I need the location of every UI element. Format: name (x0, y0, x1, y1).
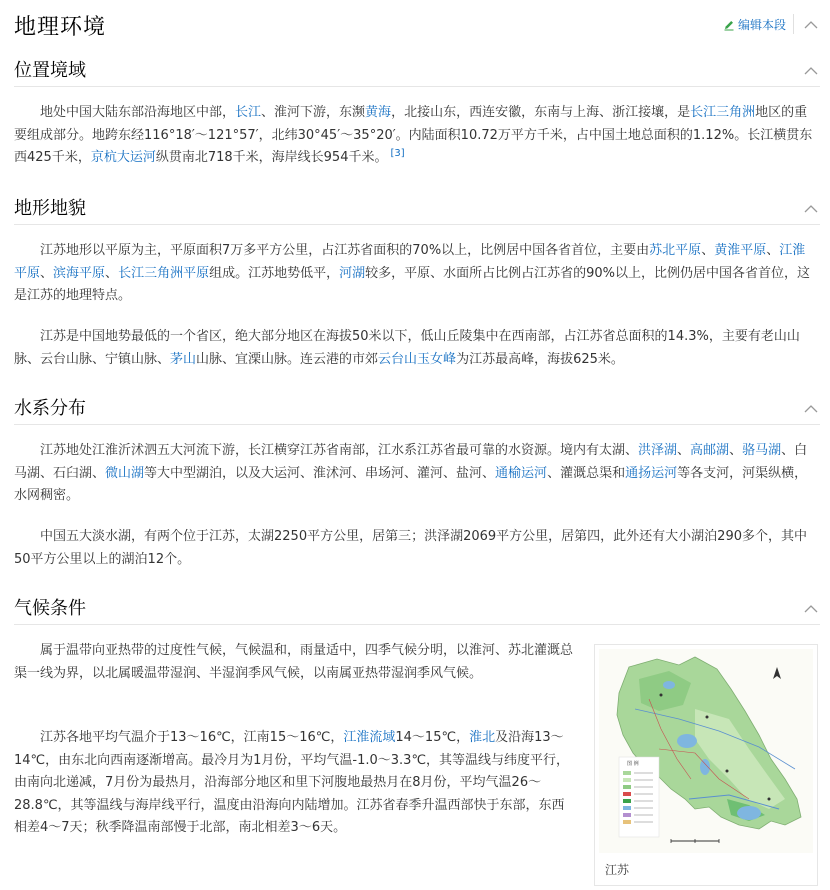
section-header-location (14, 56, 820, 87)
section-title-location: 位置境域 (14, 60, 86, 81)
map-legend-title: 图 例 (627, 761, 639, 767)
edit-section-link[interactable] (723, 16, 786, 33)
collapse-chevron-up-icon[interactable] (804, 404, 818, 414)
collapse-chevron-up-icon[interactable] (804, 66, 818, 76)
divider (793, 14, 794, 34)
pencil-icon (723, 19, 735, 31)
edit-section-label[interactable]: 编辑本段 (737, 18, 786, 32)
section-title-water: 水系分布 (14, 398, 86, 419)
collapse-chevron-up-icon[interactable] (804, 604, 818, 614)
link-jianghuai-basin[interactable]: 江淮流域 (343, 730, 396, 745)
link-huanghai[interactable]: 黄海 (365, 105, 392, 120)
link-luoma-lake[interactable]: 骆马湖 (742, 443, 782, 458)
terrain-paragraph-1: 江苏地形以平原为主，平原面积7万多平方公里，占江苏省面积的70%以上，比例居中国各省首位，主要由苏北平原、黄淮平原、江淮平原、滨海平原、长江三角洲平原组成。江苏地势低平，河湖较多，平原、水面所占比例占江苏省的90%以上，比例仍居中国各省首位，这是江苏的地理特点。 (14, 243, 811, 303)
link-tongyu-canal[interactable]: 通榆运河 (495, 465, 548, 481)
link-weishan-lake[interactable]: 微山湖 (105, 465, 145, 481)
water-paragraph-1: 江苏地处江淮沂沭泗五大河流下游，长江横穿江苏省南部，江水系江苏省最可靠的水资源。境内有太湖、洪泽湖、高邮湖、骆马湖、白马湖、石臼湖、微山湖等大中型湖泊，以及大运河、淮沭河、串场河、灌河、盐河、通榆运河、灌溉总渠和通扬运河等各支河，河渠纵横，水网稠密。 (14, 443, 808, 503)
climate-paragraph-2: 江苏各地平均气温介于13～16℃，江南15～16℃，江淮流域14～15℃，淮北及沿海13～14℃，由东北向西南逐渐增高。最冷月为1月份，平均气温-1.0～3.3℃，其等温线与纬度平行，由南向北递减，7月份为最热月，沿海部分地区和里下河腹地最热月在8月份，平均气温26～28.8℃，其等温线与海岸线平行，温度由沿海向内陆增加。江苏省春季升温西部快于东部，东西相差4～7天；秋季降温南部慢于北部，南北相差3～6天。 (14, 730, 570, 835)
figure-caption: 江苏 (605, 863, 630, 877)
link-tongyang-canal[interactable]: 通扬运河 (625, 465, 678, 481)
section-header-water (14, 394, 820, 425)
map-figure[interactable] (594, 644, 818, 886)
location-paragraph: 地处中国大陆东部沿海地区中部，长江、淮河下游，东濒黄海，北接山东，西连安徽，东南与上海、浙江接壤，是长江三角洲地区的重要组成部分。地跨东经116°18′～121°57′，北纬30°45′～35°20′。内陆面积10.72万平方千米，占中国土地总面积的1.12%。长江横贯东西425千米，京杭大运河纵贯南北718千米，海岸线长954千米。 [3] (14, 105, 813, 165)
climate-paragraph-1: 属于温带向亚热带的过度性气候，气候温和，雨量适中，四季气候分明，以淮河、苏北灌溉总渠一线为界，以北属暖温带湿润、半湿润季风气候，以南属亚热带湿润季风气候。 (14, 643, 574, 681)
link-maoshan[interactable]: 茅山 (170, 351, 197, 367)
link-changjiang[interactable]: 长江 (235, 105, 262, 120)
link-delta-plain[interactable]: 长江三角洲平原 (118, 265, 210, 281)
terrain-paragraph-2: 江苏是中国地势最低的一个省区，绝大部分地区在海拔50米以下，低山丘陵集中在西南部，占江苏省总面积的14.3%，主要有老山山脉、云台山脉、宁镇山脉、茅山山脉、宜溧山脉。连云港的市郊云台山玉女峰为江苏最高峰，海拔625米。 (14, 329, 800, 367)
link-hongze-lake[interactable]: 洪泽湖 (638, 443, 678, 458)
collapse-chevron-up-icon[interactable] (804, 204, 818, 214)
link-binhai-plain[interactable]: 滨海平原 (53, 265, 106, 281)
link-subei-plain[interactable]: 苏北平原 (649, 243, 702, 258)
section-header-climate (14, 594, 820, 625)
link-changjiang-delta[interactable]: 长江三角洲 (690, 105, 756, 120)
water-paragraph-2: 中国五大淡水湖，有两个位于江苏，太湖2250平方公里，居第三；洪泽湖2069平方公里，居第四，此外还有大小湖泊290多个，其中50平方公里以上的湖泊12个。 (14, 529, 807, 567)
collapse-chevron-up-icon[interactable] (804, 20, 818, 30)
section-header-terrain (14, 194, 820, 225)
link-jianghuai-plain[interactable]: 江淮平原 (14, 243, 806, 281)
link-rivers-lakes[interactable]: 河湖 (339, 265, 366, 281)
reference-link[interactable]: [3] (390, 147, 405, 159)
link-huaibei[interactable]: 淮北 (469, 730, 496, 745)
link-grand-canal[interactable]: 京杭大运河 (90, 150, 156, 165)
link-huanghuai-plain[interactable]: 黄淮平原 (714, 243, 767, 258)
link-gaoyou-lake[interactable]: 高邮湖 (690, 443, 730, 458)
title-row (14, 8, 820, 42)
section-title-climate: 气候条件 (14, 598, 86, 619)
link-yunyaishan-peak[interactable]: 云台山玉女峰 (378, 351, 457, 367)
section-title-terrain: 地形地貌 (14, 198, 86, 219)
page-title: 地理环境 (14, 15, 107, 40)
jiangsu-map-image[interactable] (599, 649, 813, 853)
